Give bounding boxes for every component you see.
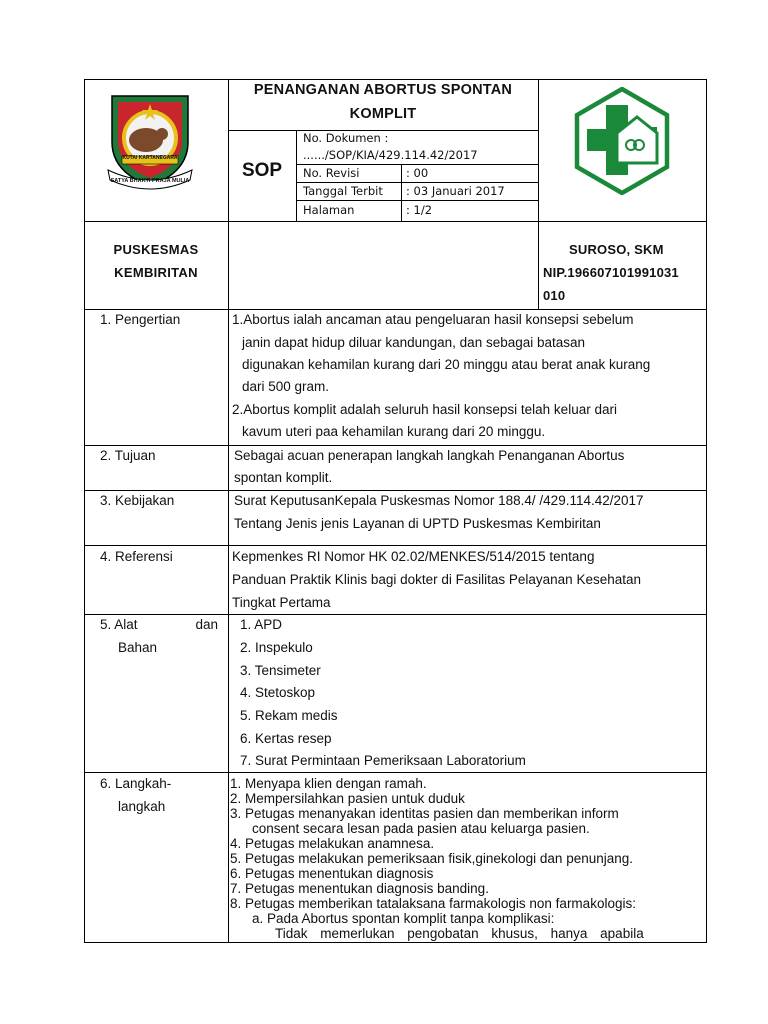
doc-number-value: ....../SOP/KIA/429.114.42/2017	[303, 148, 478, 162]
institution-line-1: PUSKESMAS	[113, 242, 199, 257]
tujuan-line: spontan komplit.	[234, 470, 333, 485]
table-border-right	[706, 79, 707, 943]
revision-label: No. Revisi	[303, 166, 360, 180]
doc-number-label: No. Dokumen :	[303, 131, 389, 145]
langkah-item: 3. Petugas menanyakan identitas pasien dan memberikan inform	[230, 806, 619, 821]
regency-emblem-logo	[104, 90, 196, 190]
logo-column-divider	[228, 79, 229, 943]
langkah-item: consent secara lesan pada pasien atau keluarga pasien.	[252, 821, 590, 836]
section-label-pengertian: 1. Pengertian	[100, 312, 181, 327]
alat-item: 5. Rekam medis	[240, 708, 338, 723]
section-label-langkah: 6. Langkah-	[100, 776, 172, 791]
signer-block	[543, 238, 705, 307]
meta-value-divider	[401, 164, 402, 221]
identity-bottom-border	[84, 309, 707, 310]
row-border	[84, 490, 707, 491]
section-label-alat	[100, 617, 218, 632]
alat-item: 6. Kertas resep	[240, 731, 332, 746]
section-label-langkah-line-2: langkah	[118, 799, 166, 814]
row-border	[84, 772, 707, 773]
document-title	[228, 78, 538, 126]
kebijakan-line: Tentang Jenis jenis Layanan di UPTD Puskesmas Kembiritan	[234, 516, 601, 531]
institution-name	[84, 238, 228, 284]
section-label-referensi: 4. Referensi	[100, 549, 173, 564]
langkah-item: 7. Petugas menentukan diagnosis banding.	[230, 881, 489, 896]
kebijakan-line: Surat KeputusanKepala Puskesmas Nomor 188.4/ /429.114.42/2017	[234, 493, 644, 508]
signer-name: SUROSO, SKM	[569, 242, 664, 257]
title-line-1: PENANGANAN ABORTUS SPONTAN	[253, 82, 513, 98]
sop-label: SOP	[241, 160, 283, 181]
right-logo-divider	[538, 79, 539, 221]
langkah-item: 2. Mempersilahkan pasien untuk duduk	[230, 791, 465, 806]
meta-row-divider	[296, 164, 538, 165]
langkah-subitem: a. Pada Abortus spontan komplit tanpa komplikasi:	[252, 911, 555, 926]
emblem-motto-text: SATYA BHAKTI PRAJA MULIA	[110, 178, 190, 184]
table-border-bottom	[84, 942, 707, 943]
alat-item: 7. Surat Permintaan Pemeriksaan Laboratorium	[240, 753, 526, 768]
issue-date-label: Tanggal Terbit	[303, 184, 383, 198]
page-value: : 1/2	[406, 203, 433, 217]
alat-item: 2. Inspekulo	[240, 640, 313, 655]
header-bottom-border	[84, 221, 707, 222]
referensi-line: Tingkat Pertama	[232, 595, 331, 610]
langkah-item: 5. Petugas melakukan pemeriksaan fisik,ginekologi dan penunjang.	[230, 851, 634, 866]
langkah-item: 4. Petugas melakukan anamnesa.	[230, 836, 435, 851]
langkah-item: 6. Petugas menentukan diagnosis	[230, 866, 434, 881]
pengertian-line: kavum uteri paa kehamilan kurang dari 20 minggu.	[242, 424, 546, 439]
langkah-subitem-text: Tidak memerlukan pengobatan khusus, hanya apabila	[275, 926, 644, 941]
institution-line-2: KEMBIRITAN	[114, 265, 198, 280]
signer-nip-line-2: 010	[543, 288, 566, 303]
alat-item: 1. APD	[240, 617, 283, 632]
alat-label-part-2: dan	[195, 617, 218, 632]
langkah-item: 8. Petugas memberikan tatalaksana farmakologis non farmakologis:	[230, 896, 636, 911]
signer-nip-line-1: NIP.196607101991031	[543, 265, 679, 280]
table-border-left	[84, 79, 85, 943]
sop-column-divider	[296, 130, 297, 221]
revision-value: : 00	[406, 166, 429, 180]
referensi-line: Kepmenkes RI Nomor HK 02.02/MENKES/514/2015 tentang	[232, 549, 595, 564]
alat-item: 4. Stetoskop	[240, 685, 316, 700]
pengertian-line: 2.Abortus komplit adalah seluruh hasil konsepsi telah keluar dari	[232, 402, 617, 417]
section-label-kebijakan: 3. Kebijakan	[100, 493, 175, 508]
tujuan-line: Sebagai acuan penerapan langkah langkah Penanganan Abortus	[234, 448, 625, 463]
alat-label-part-1: 5. Alat	[100, 617, 138, 632]
alat-item: 3. Tensimeter	[240, 663, 321, 678]
page-label: Halaman	[303, 203, 355, 217]
row-border	[84, 445, 707, 446]
pengertian-line: janin dapat hidup diluar kandungan, dan sebagai batasan	[242, 335, 586, 350]
referensi-line: Panduan Praktik Klinis bagi dokter di Fasilitas Pelayanan Kesehatan	[232, 572, 641, 587]
issue-date-value: : 03 Januari 2017	[406, 184, 505, 198]
pengertian-line: 1.Abortus ialah ancaman atau pengeluaran hasil konsepsi sebelum	[232, 312, 634, 327]
puskesmas-logo	[573, 87, 671, 195]
section-label-tujuan: 2. Tujuan	[100, 448, 156, 463]
row-border	[84, 545, 707, 546]
meta-row-divider	[296, 200, 538, 201]
signer-column-divider	[538, 221, 539, 309]
row-border	[84, 614, 707, 615]
pengertian-line: dari 500 gram.	[242, 379, 330, 394]
section-label-bahan: Bahan	[118, 640, 158, 655]
langkah-item: 1. Menyapa klien dengan ramah.	[230, 776, 427, 791]
meta-row-divider	[296, 182, 538, 183]
pengertian-line: digunakan kehamilan kurang dari 20 minggu atau berat anak kurang	[242, 357, 651, 372]
emblem-banner-text: KUTAI KARTANEGARA	[122, 155, 178, 161]
title-line-2: KOMPLIT	[349, 106, 417, 122]
